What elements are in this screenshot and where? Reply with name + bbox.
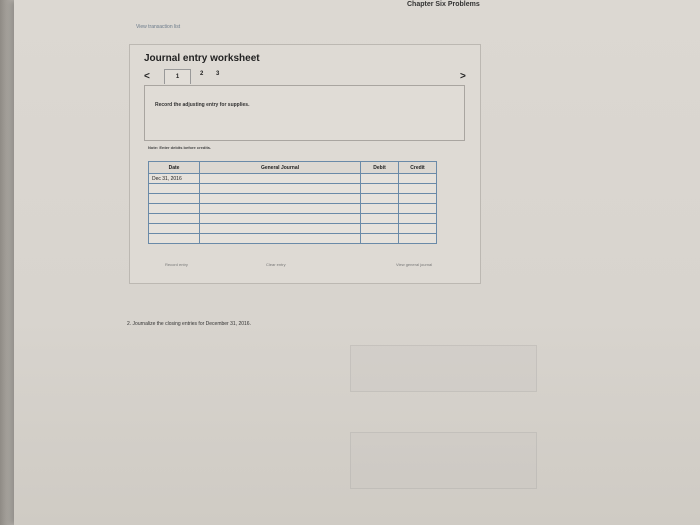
debit-cell[interactable] xyxy=(361,184,399,194)
table-row xyxy=(149,194,437,204)
account-cell[interactable] xyxy=(200,224,361,234)
debit-cell[interactable] xyxy=(361,234,399,244)
view-general-journal-button[interactable]: View general journal xyxy=(396,262,433,267)
page xyxy=(14,0,700,525)
date-cell[interactable] xyxy=(149,184,200,194)
credit-cell[interactable] xyxy=(399,204,437,214)
header-date: Date xyxy=(149,162,200,174)
credit-cell[interactable] xyxy=(399,234,437,244)
record-entry-button[interactable]: Record entry xyxy=(165,262,188,267)
account-cell[interactable] xyxy=(200,194,361,204)
credit-cell[interactable] xyxy=(399,174,437,184)
header-debit: Debit xyxy=(361,162,399,174)
credit-cell[interactable] xyxy=(399,214,437,224)
account-cell[interactable] xyxy=(200,214,361,224)
debit-cell[interactable] xyxy=(361,194,399,204)
journal-table xyxy=(148,161,437,244)
debit-cell[interactable] xyxy=(361,224,399,234)
date-cell[interactable] xyxy=(149,234,200,244)
credit-cell[interactable] xyxy=(399,194,437,204)
debit-cell[interactable] xyxy=(361,174,399,184)
date-cell[interactable] xyxy=(149,224,200,234)
date-cell[interactable] xyxy=(149,204,200,214)
table-row xyxy=(149,174,437,184)
account-cell[interactable] xyxy=(200,234,361,244)
note-text: Note: Enter debits before credits. xyxy=(148,145,212,150)
header-general-journal: General Journal xyxy=(200,162,361,174)
date-cell[interactable] xyxy=(149,214,200,224)
tab-1[interactable]: 1 xyxy=(164,69,191,84)
table-row xyxy=(149,234,437,244)
tab-2[interactable]: 2 xyxy=(200,71,204,77)
prev-arrow-icon[interactable]: < xyxy=(144,71,150,82)
date-cell[interactable]: Dec 31, 2016 xyxy=(149,174,200,184)
next-arrow-icon[interactable]: > xyxy=(460,71,466,82)
debit-cell[interactable] xyxy=(361,214,399,224)
credit-cell[interactable] xyxy=(399,184,437,194)
header-credit: Credit xyxy=(399,162,437,174)
show-through-table xyxy=(350,345,537,392)
journal-header-row xyxy=(149,162,437,174)
account-cell[interactable] xyxy=(200,204,361,214)
debit-cell[interactable] xyxy=(361,204,399,214)
table-row xyxy=(149,224,437,234)
journal-entry-worksheet xyxy=(129,44,481,284)
instruction-box xyxy=(144,85,465,141)
account-cell[interactable] xyxy=(200,174,361,184)
account-cell[interactable] xyxy=(200,184,361,194)
clear-entry-button[interactable]: Clear entry xyxy=(266,262,286,267)
credit-cell[interactable] xyxy=(399,224,437,234)
question-2-text: 2. Journalize the closing entries for December 31, 2016. xyxy=(127,321,251,327)
show-through-table xyxy=(350,432,537,489)
table-row xyxy=(149,204,437,214)
tab-3[interactable]: 3 xyxy=(216,71,220,77)
chapter-title: Chapter Six Problems xyxy=(407,1,480,8)
date-cell[interactable] xyxy=(149,194,200,204)
instruction-text: Record the adjusting entry for supplies. xyxy=(155,102,250,108)
table-row xyxy=(149,214,437,224)
worksheet-title: Journal entry worksheet xyxy=(144,53,260,64)
view-transaction-list-link[interactable]: View transaction list xyxy=(136,24,181,30)
table-row xyxy=(149,184,437,194)
